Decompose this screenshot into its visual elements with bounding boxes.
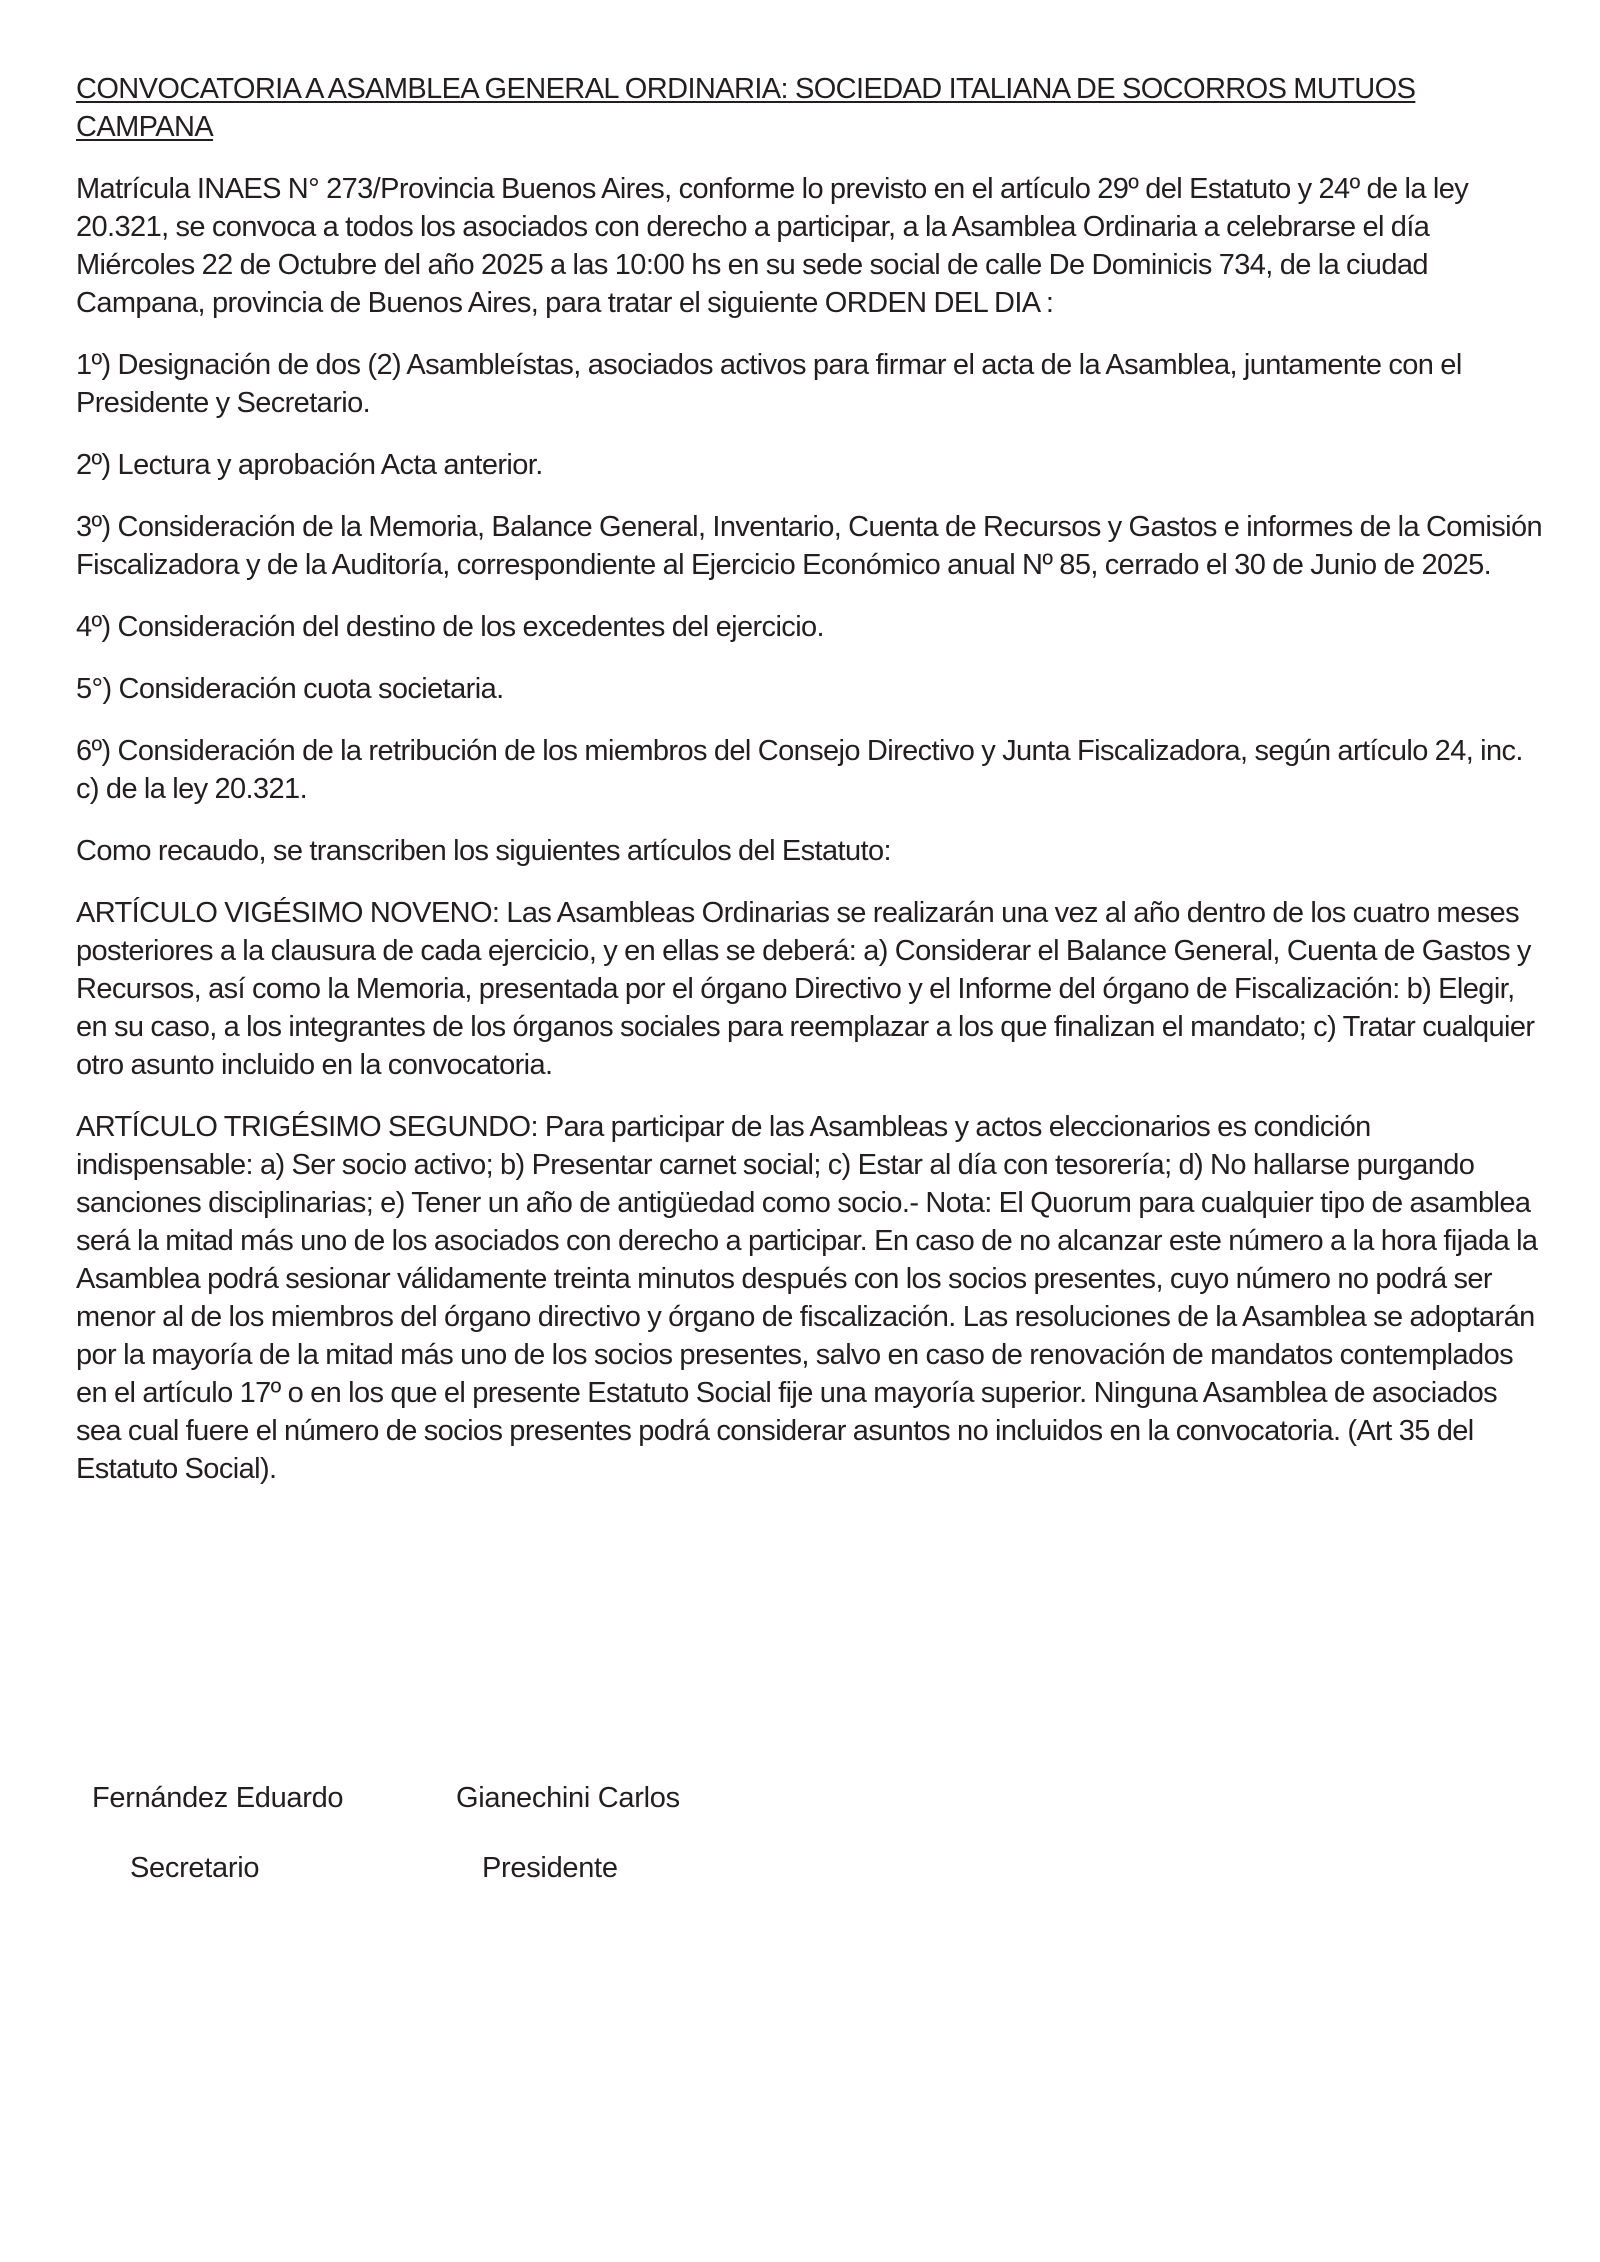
article-twenty-ninth: ARTÍCULO VIGÉSIMO NOVENO: Las Asambleas Ordinarias se realizarán una vez al año dentro de los cuatro meses posteriores a la clausura de cada ejercicio, y en ellas se deberá: a) Considerar el Balance General, Cuenta de Gastos y Recursos, así como la Memoria, presentada por el órgano Directivo y el Informe del órgano de Fiscalización: b) Elegir, en su caso, a los integrantes de los órganos sociales para reemplazar a los que finalizan el mandato; c) Tratar cualquier otro asunto incluido en la convocatoria.: [76, 897, 1535, 1081]
president-role: Presidente: [482, 1852, 618, 1884]
agenda-list: [76, 346, 1546, 808]
agenda-item: 3º) Consideración de la Memoria, Balance General, Inventario, Cuenta de Recursos y Gastos e informes de la Comisión Fiscalizadora y de la Auditoría, correspondiente al Ejercicio Económico anual Nº 85, cerrado el 30 de Junio de 2025.: [76, 511, 1543, 581]
agenda-item: 6º) Consideración de la retribución de los miembros del Consejo Directivo y Junta Fiscalizadora, según artículo 24, inc. c) de la ley 20.321.: [76, 735, 1523, 805]
document-page: [76, 70, 1546, 1512]
agenda-item: 2º) Lectura y aprobación Acta anterior.: [76, 449, 543, 481]
agenda-item: 5°) Consideración cuota societaria.: [76, 673, 504, 705]
document-title: CONVOCATORIA A ASAMBLEA GENERAL ORDINARIA: SOCIEDAD ITALIANA DE SOCORROS MUTUOS CAMPANA: [76, 73, 1416, 143]
transcription-note: Como recaudo, se transcriben los siguientes artículos del Estatuto:: [76, 835, 891, 867]
agenda-item: 4º) Consideración del destino de los excedentes del ejercicio.: [76, 611, 825, 643]
president-name: Gianechini Carlos: [456, 1782, 680, 1814]
article-thirty-second: ARTÍCULO TRIGÉSIMO SEGUNDO: Para participar de las Asambleas y actos eleccionarios es condición indispensable: a) Ser socio activo; b) Presentar carnet social; c) Estar al día con tesorería; d) No hallarse purgando sanciones disciplinarias; e) Tener un año de antigüedad como socio.- Nota: El Quorum para cualquier tipo de asamblea será la mitad más uno de los asociados con derecho a participar. En caso de no alcanzar este número a la hora fijada la Asamblea podrá sesionar válidamente treinta minutos después con los socios presentes, cuyo número no podrá ser menor al de los miembros del órgano directivo y órgano de fiscalización. Las resoluciones de la Asamblea se adoptarán por la mayoría de la mitad más uno de los socios presentes, salvo en caso de renovación de mandatos contemplados en el artículo 17º o en los que el presente Estatuto Social fije una mayoría superior. Ninguna Asamblea de asociados sea cual fuere el número de socios presentes podrá considerar asuntos no incluidos en la convocatoria. (Art 35 del Estatuto Social).: [76, 1111, 1538, 1485]
secretary-name: Fernández Eduardo: [92, 1782, 344, 1814]
intro-paragraph: Matrícula INAES N° 273/Provincia Buenos Aires, conforme lo previsto en el artículo 29º del Estatuto y 24º de la ley 20.321, se convoca a todos los asociados con derecho a participar, a la Asamblea Ordinaria a celebrarse el día Miércoles 22 de Octubre del año 2025 a las 10:00 hs en su sede social de calle De Dominicis 734, de la ciudad Campana, provincia de Buenos Aires, para tratar el siguiente ORDEN DEL DIA :: [76, 173, 1469, 319]
secretary-role: Secretario: [130, 1852, 260, 1884]
agenda-item: 1º) Designación de dos (2) Asambleístas, asociados activos para firmar el acta de la Asamblea, juntamente con el Presidente y Secretario.: [76, 349, 1462, 419]
